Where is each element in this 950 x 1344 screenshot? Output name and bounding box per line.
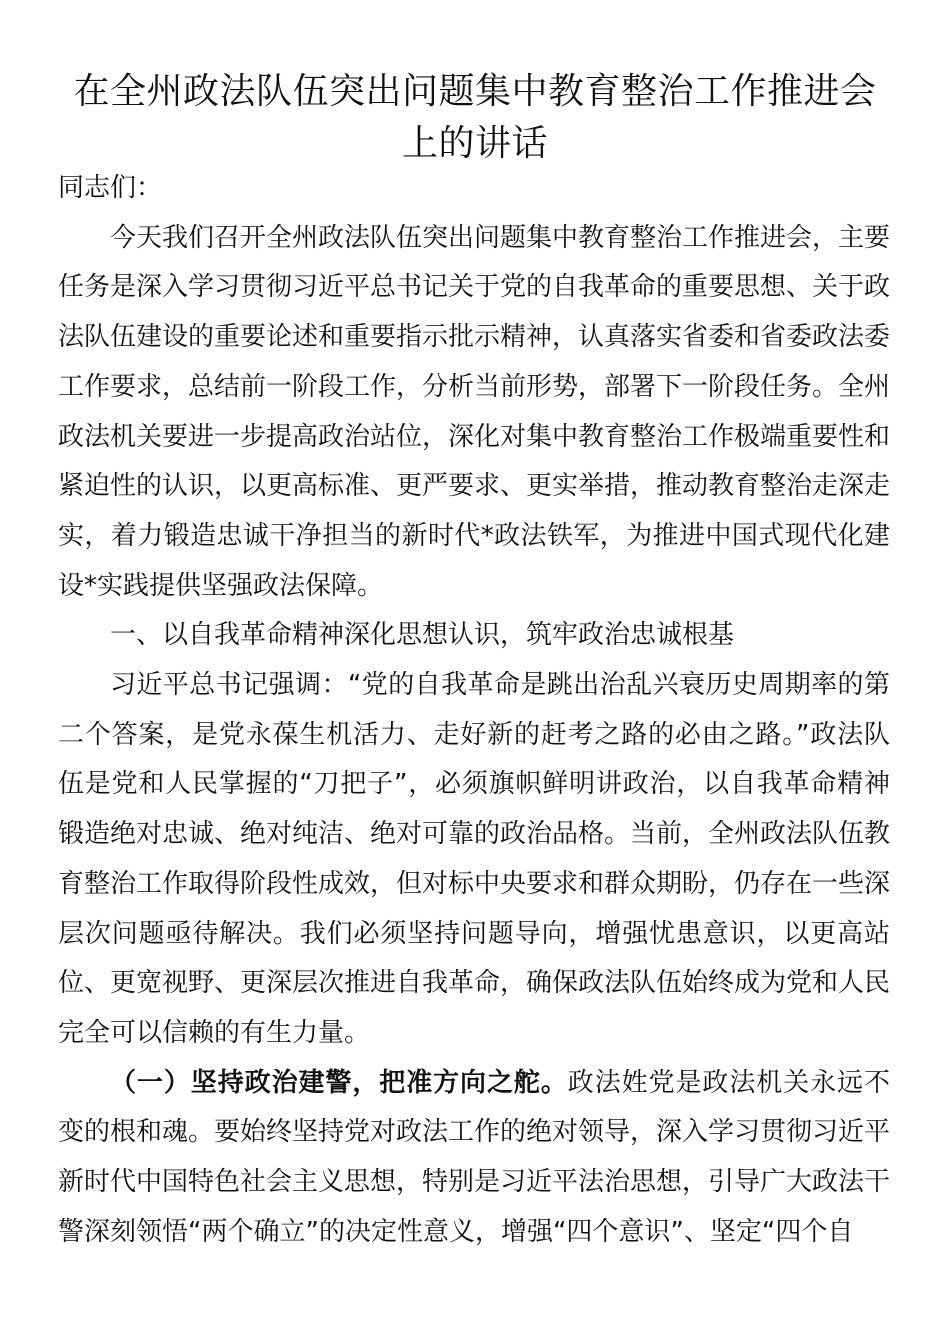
paragraph-section-1: 习近平总书记强调：“党的自我革命是跳出治乱兴衰历史周期率的第二个答案，是党永葆生机活力、走好新的赶考之路的必由之路。”政法队伍是党和人民掌握的“刀把子”，必须旗帜鲜明讲政治，以自我革命精神锻造绝对忠诚、绝对纯洁、绝对可靠的政治品格。当前，全州政法队伍教育整治工作取得阶段性成效，但对标中央要求和群众期盼，仍存在一些深层次问题亟待解决。我们必须坚持问题导向，增强忧患意识，以更高站位、更宽视野、更深层次推进自我革命，确保政法队伍始终成为党和人民完全可以信赖的有生力量。: [58, 670, 891, 1048]
subsection-lead: （一）坚持政治建警，把准方向之舵。: [110, 1067, 568, 1098]
section-heading-1: 一、以自我革命精神深化思想认识，筑牢政治忠诚根基: [110, 620, 735, 651]
document-body: [58, 164, 890, 1257]
subsection-text: 政法姓党是政法机关永远不变的根和魂。要始终坚持党对政法工作的绝对领导，深入学习贯彻习近平新时代中国特色社会主义思想，特别是习近平法治思想，引导广大政法干警深刻领悟“两个确立”的决定性意义，增强“四个意识”、坚定“四个自: [58, 1067, 891, 1247]
document-title: 在全州政法队伍突出问题集中教育整治工作推进会上的讲话: [73, 71, 877, 164]
salutation: 同志们：: [58, 173, 163, 203]
paragraph-subsection-1: [58, 1059, 890, 1258]
paragraph-intro: 今天我们召开全州政法队伍突出问题集中教育整治工作推进会，主要任务是深入学习贯彻习近平总书记关于党的自我革命的重要思想、关于政法队伍建设的重要论述和重要指示批示精神，认真落实省委和省委政法委工作要求，总结前一阶段工作，分析当前形势，部署下一阶段任务。全州政法机关要进一步提高政治站位，深化对集中教育整治工作极端重要性和紧迫性的认识，以更高标准、更严要求、更实举措，推动教育整治走深走实，着力锻造忠诚干净担当的新时代*政法铁军，为推进中国式现代化建设*实践提供坚强政法保障。: [58, 222, 891, 601]
